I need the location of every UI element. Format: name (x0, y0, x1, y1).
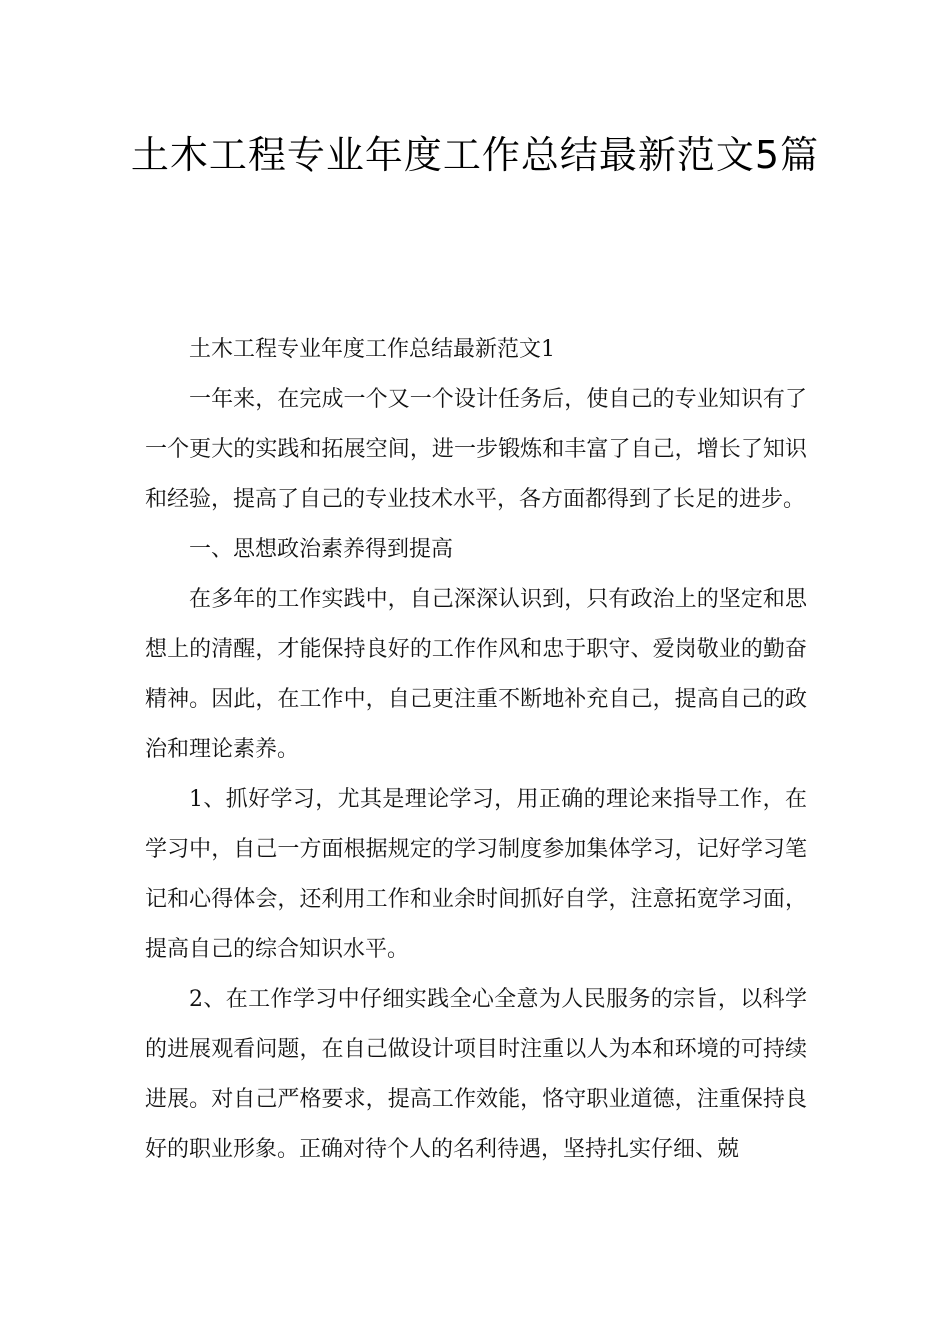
body-paragraph: 1、抓好学习，尤其是理论学习，用正确的理论来指导工作，在学习中，自己一方面根据规定的学习制度参加集体学习，记好学习笔记和心得体会，还利用工作和业余时间抓好自学，注意拓宽学习面，提高自己的综合知识水平。 (145, 787, 807, 962)
body-paragraph: 一年来，在完成一个又一个设计任务后，使自己的专业知识有了一个更大的实践和拓展空间，进一步锻炼和丰富了自己，增长了知识和经验，提高了自己的专业技术水平，各方面都得到了长足的进步。 (145, 387, 807, 512)
section-heading: 土木工程专业年度工作总结最新范文1 (189, 337, 555, 362)
document-body (145, 325, 807, 1175)
body-paragraph: 2、在工作学习中仔细实践全心全意为人民服务的宗旨，以科学的进展观看问题，在自己做设计项目时注重以人为本和环境的可持续进展。对自己严格要求，提高工作效能，恪守职业道德，注重保持良好的职业形象。正确对待个人的名利待遇，坚持扎实仔细、兢 (145, 987, 807, 1162)
document-title: 土木工程专业年度工作总结最新范文5篇 (130, 133, 820, 177)
body-paragraph: 在多年的工作实践中，自己深深认识到，只有政治上的坚定和思想上的清醒，才能保持良好的工作作风和忠于职守、爱岗敬业的勤奋精神。因此，在工作中，自己更注重不断地补充自己，提高自己的政治和理论素养。 (145, 587, 807, 762)
section-heading: 一、思想政治素养得到提高 (189, 537, 454, 562)
